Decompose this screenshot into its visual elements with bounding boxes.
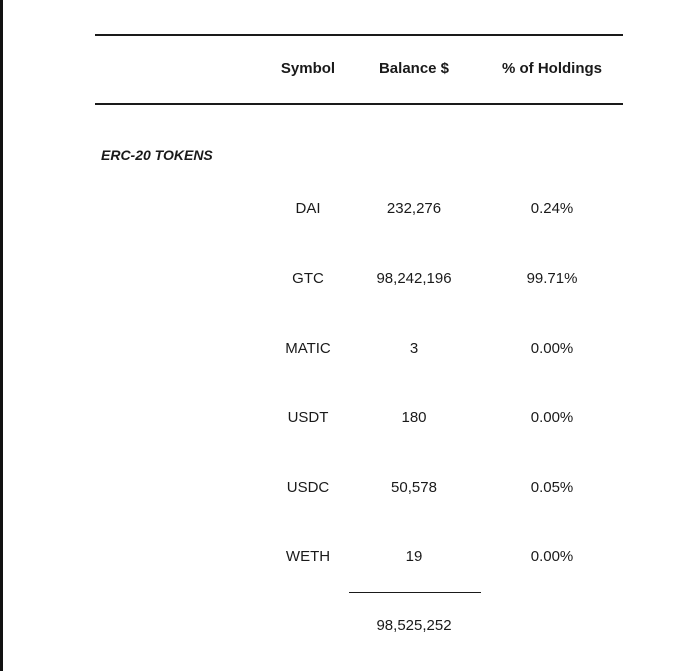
token-percent: 0.00% [530, 340, 574, 357]
token-balance: 180 [401, 409, 427, 426]
token-percent: 0.24% [530, 200, 574, 217]
token-symbol: GTC [292, 270, 324, 287]
header-balance: Balance $ [378, 60, 450, 77]
token-percent: 0.05% [530, 479, 574, 496]
header-percent-holdings: % of Holdings [502, 60, 602, 77]
table-row [0, 340, 680, 360]
table-top-rule [95, 34, 623, 36]
section-label-erc20: ERC-20 TOKENS [101, 147, 213, 163]
token-percent: 0.00% [530, 409, 574, 426]
token-symbol: WETH [285, 548, 331, 565]
total-rule [349, 592, 481, 593]
token-symbol: USDT [287, 409, 329, 426]
table-row [0, 548, 680, 568]
token-symbol: USDC [286, 479, 330, 496]
table-row [0, 270, 680, 290]
token-balance: 98,242,196 [376, 270, 452, 287]
table-row [0, 479, 680, 499]
left-edge-border [0, 0, 3, 671]
table-row [0, 200, 680, 220]
token-symbol: MATIC [285, 340, 331, 357]
token-balance: 19 [405, 548, 423, 565]
total-balance: 98,525,252 [376, 617, 452, 634]
token-balance: 50,578 [391, 479, 437, 496]
header-bottom-rule [95, 103, 623, 105]
header-symbol: Symbol [280, 60, 336, 77]
token-percent: 99.71% [526, 270, 578, 287]
table-row [0, 409, 680, 429]
token-balance: 3 [409, 340, 419, 357]
token-symbol: DAI [295, 200, 321, 217]
token-balance: 232,276 [386, 200, 442, 217]
token-percent: 0.00% [530, 548, 574, 565]
